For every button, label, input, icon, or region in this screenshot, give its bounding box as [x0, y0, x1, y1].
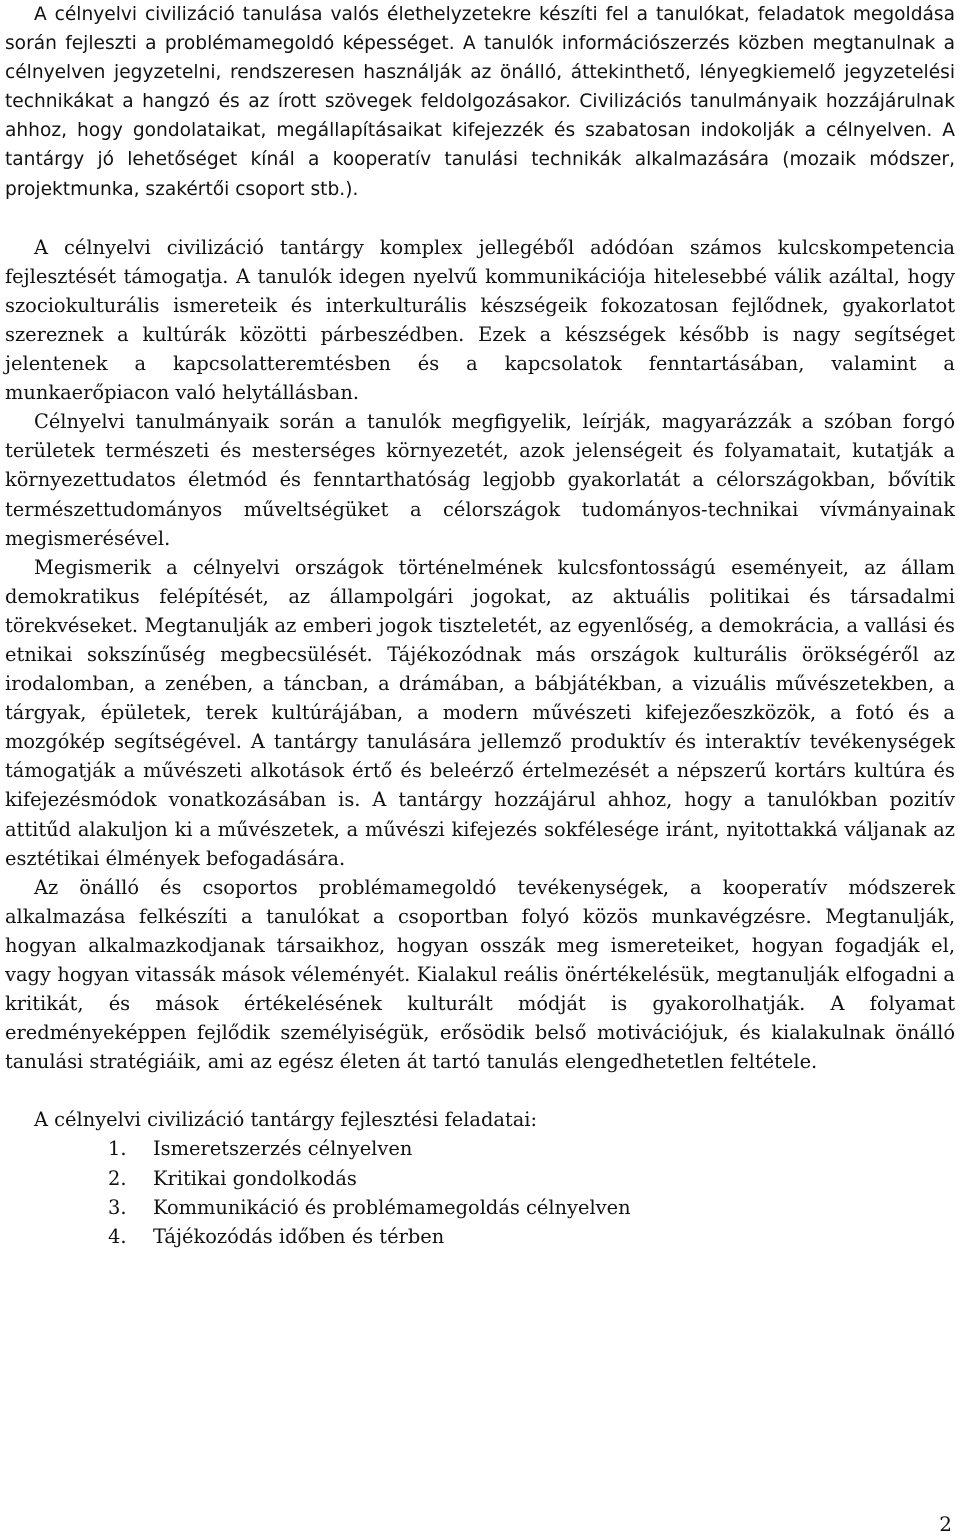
- paragraph-science: Célnyelvi tanulmányaik során a tanulók megfigyelik, leírják, magyarázzák a szóban forgó területek természeti és mesterséges környezetét, azok jelenségeit és folyamatait, kutatják a környezettudatos életmód és fenntarthatóság legjobb gyakorlatát a célországokban, bővítik természettudományos műveltségüket a célországok tudományos-technikai vívmányainak megismerésével.: [5, 410, 955, 550]
- list-item-text: Ismeretszerzés célnyelven: [153, 1137, 413, 1161]
- development-tasks-list: [5, 1134, 955, 1250]
- list-item-number: 1.: [108, 1137, 127, 1161]
- paragraph-competencies: A célnyelvi civilizáció tantárgy komplex jellegéből adódóan számos kulcskompetencia fejlesztését támogatja. A tanulók idegen nyelvű kommunikációja hitelesebbé válik azáltal, hogy szociokulturális ismereteik és interkulturális készségeik fokozatosan fejlődnek, gyakorlatot szereznek a kultúrák közötti párbeszédben. Ezek a készségek később is nagy segítséget jelentenek a kapcsolatteremtésben és a kapcsolatok fenntartásában, valamint a munkaerőpiacon való helytállásban.: [5, 235, 955, 405]
- list-item-text: Kommunikáció és problémamegoldás célnyelven: [153, 1195, 631, 1219]
- document-page: [5, 0, 955, 1251]
- list-item-number: 3.: [108, 1195, 127, 1219]
- list-item: [5, 1164, 955, 1193]
- paragraph-gap: [5, 1076, 955, 1105]
- paragraph-intro: A célnyelvi civilizáció tanulása valós élethelyzetekre készíti fel a tanulókat, feladatok megoldása során fejleszti a problémamegoldó képességet. A tanulók információszerzés közben megtanulnak a célnyelven jegyzetelni, rendszeresen használják az önálló, áttekinthető, lényegkiemelő jegyzetelési technikákat a hangzó és az írott szövegek feldolgozásakor. Civilizációs tanulmányaik hozzájárulnak ahhoz, hogy gondolataikat, megállapításaikat kifejezzék és szabatosan indokolják a célnyelven. A tantárgy jó lehetőséget kínál a kooperatív tanulási technikák alkalmazására (mozaik módszer, projektmunka, szakértői csoport stb.).: [5, 4, 955, 200]
- list-item-number: 2.: [108, 1166, 127, 1190]
- paragraph-gap: [5, 204, 955, 233]
- list-item: [5, 1134, 955, 1163]
- paragraph-cooperation: Az önálló és csoportos problémamegoldó tevékenységek, a kooperatív módszerek alkalmazása felkészíti a tanulókat a csoportban folyó közös munkavégzésre. Megtanulják, hogyan alkalmazkodjanak társaikhoz, hogyan osszák meg ismereteiket, hogyan fogadják el, vagy hogyan vitassák mások véleményét. Kialakul reális önértékelésük, megtanulják elfogadni a kritikát, és mások értékelésének kulturált módját is gyakorolhatják. A folyamat eredményeképpen fejlődik személyiségük, erősödik belső motivációjuk, és kialakulnak önálló tanulási stratégiáik, ami az egész életen át tartó tanulás elengedhetetlen feltétele.: [5, 875, 955, 1074]
- list-item-text: Tájékozódás időben és térben: [153, 1224, 445, 1248]
- list-item-number: 4.: [108, 1224, 127, 1248]
- list-intro: A célnyelvi civilizáció tantárgy fejlesztési feladatai:: [34, 1108, 538, 1132]
- list-item: [5, 1222, 955, 1251]
- list-item: [5, 1193, 955, 1222]
- list-item-text: Kritikai gondolkodás: [153, 1166, 357, 1190]
- page-number: 2: [939, 1512, 952, 1536]
- paragraph-history-culture: Megismerik a célnyelvi országok történelmének kulcsfontosságú eseményeit, az állam demokratikus felépítését, az állampolgári jogokat, az aktuális politikai és társadalmi törekvéseket. Megtanulják az emberi jogok tiszteletét, az egyenlőség, a demokrácia, a vallási és etnikai sokszínűség megbecsülését. Tájékozódnak más országok kulturális örökségéről az irodalomban, a zenében, a táncban, a drámában, a bábjátékban, a vizuális művészetekben, a tárgyak, épületek, terek kultúrájában, a modern művészeti kifejezőeszközök, a fotó és a mozgókép segítségével. A tantárgy tanulására jellemző produktív és interaktív tevékenységek támogatják a művészeti alkotások értő és beleérző értelmezését a népszerű kortárs kultúra és kifejezésmódok vonatkozásában is. A tantárgy hozzájárul ahhoz, hogy a tanulókban pozitív attitűd alakuljon ki a művészetek, a művészi kifejezés sokfélesége iránt, nyitottakká váljanak az esztétikai élmények befogadására.: [5, 555, 955, 870]
